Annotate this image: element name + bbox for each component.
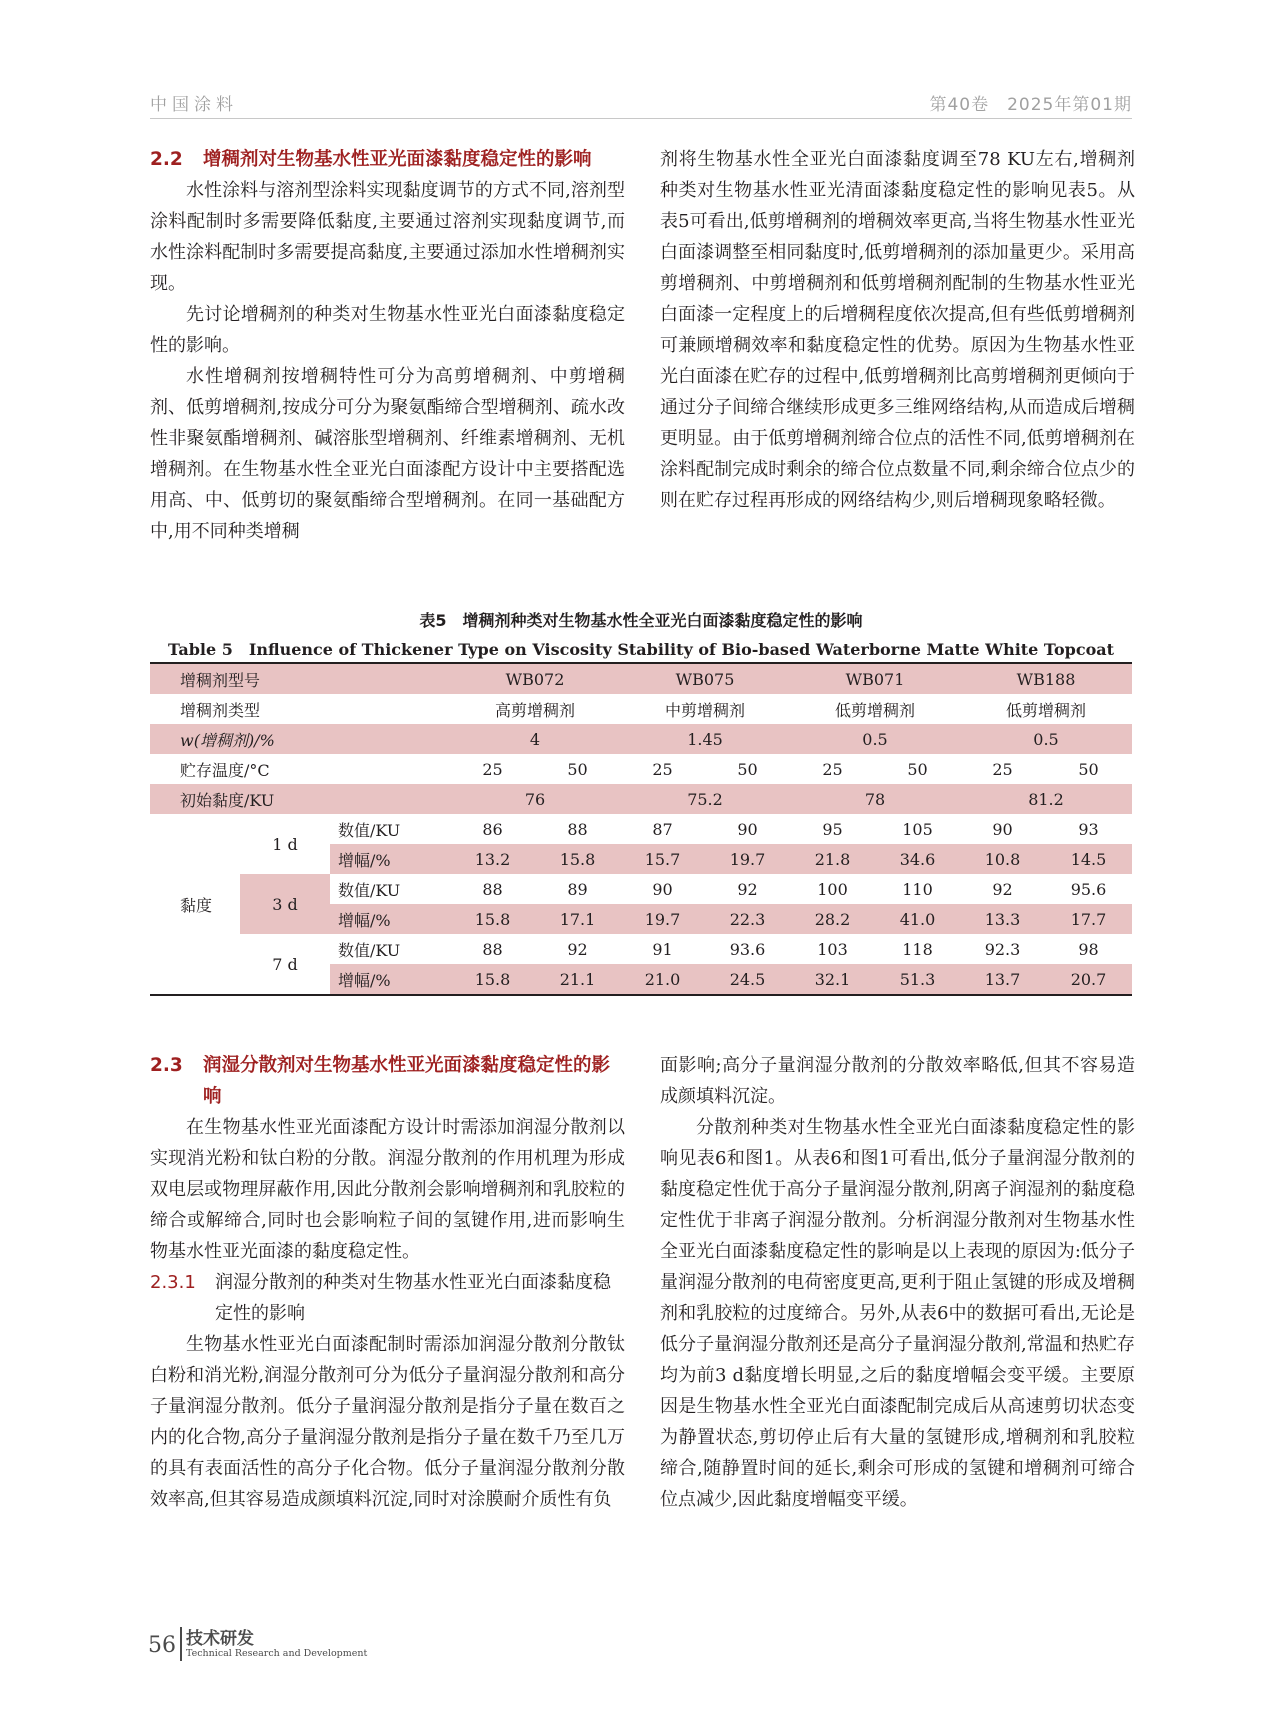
table-cell: 28.2 (790, 904, 875, 934)
table-cell: 81.2 (960, 784, 1132, 814)
table-cell: 15.8 (450, 904, 535, 934)
row-label: 增稠剂类型 (180, 700, 261, 720)
table-cell: 88 (482, 879, 503, 899)
table-cell: 92 (737, 879, 758, 899)
table-row (150, 663, 1132, 694)
section-title: 增稠剂对生物基水性亚光面漆黏度稳定性的影响 (203, 149, 592, 170)
table-cell: 22.3 (705, 904, 790, 934)
row-label: 数值/KU (338, 880, 401, 900)
table-5 (150, 662, 1132, 996)
row-label: 增稠剂型号 (150, 663, 450, 694)
paragraph: 剂将生物基水性全亚光白面漆黏度调至78 KU左右,增稠剂种类对生物基水性亚光清面漆黏度稳定性的影响见表5。从表5可看出,低剪增稠剂的增稠效率更高,当将生物基水性亚光白面漆调整至相同黏度时,低剪增稠剂的添加量更少。采用高剪增稠剂、中剪增稠剂和低剪增稠剂配制的生物基水性亚光白面漆一定程度上的后增稠程度依次提高,但有些低剪增稠剂可兼顾增稠效率和黏度稳定性的优势。原因为生物基水性亚光白面漆在贮存的过程中,低剪增稠剂比高剪增稠剂更倾向于通过分子间缔合继续形成更多三维网络结构,从而造成后增稠更明显。由于低剪增稠剂缔合位点的活性不同,低剪增稠剂在涂料配制完成时剩余的缔合位点数量不同,剩余缔合位点少的则在贮存过程再形成的网络结构少,则后增稠现象略轻微。 (660, 149, 1135, 511)
paragraph: 面影响;高分子量润湿分散剂的分散效率略低,但其不容易造成颜填料沉淀。 (660, 1055, 1135, 1107)
table-cell: 15.8 (450, 964, 535, 995)
page-number: 56 (148, 1633, 176, 1658)
table-cell: 17.1 (535, 904, 620, 934)
table-cell: 13.7 (960, 964, 1045, 995)
table-cell: 1.45 (620, 724, 790, 754)
table-cell: 88 (567, 819, 588, 839)
table-cell: 50 (1078, 759, 1099, 779)
row-label: 增幅/% (330, 964, 450, 995)
table-caption-en: Table 5 Influence of Thickener Type on Viscosity Stability of Bio-based Waterborne Matte White Topcoat (167, 640, 1115, 659)
table-row (150, 874, 1132, 904)
table-cell: 25 (992, 759, 1013, 779)
day-label: 1 d (272, 834, 298, 854)
footer-section-cn: 技术研发 (186, 1629, 254, 1649)
table-cell: 25 (482, 759, 503, 779)
table-cell: 76 (450, 784, 620, 814)
table-cell: 13.2 (450, 844, 535, 874)
table-cell: 21.0 (620, 964, 705, 995)
journal-name: 中国涂料 (150, 95, 238, 115)
table-cell: 92 (992, 879, 1013, 899)
table-cell: 110 (902, 879, 933, 899)
paragraph: 在生物基水性亚光面漆配方设计时需添加润湿分散剂以实现消光粉和钛白粉的分散。润湿分散剂的作用机理为形成双电层或物理屏蔽作用,因此分散剂会影响增稠剂和乳胶粒的缔合或解缔合,同时也会影响粒子间的氢键作用,进而影响生物基水性亚光面漆的黏度稳定性。 (150, 1117, 625, 1262)
table-cell: 91 (652, 939, 673, 959)
table-cell: 4 (450, 724, 620, 754)
section-number: 2.2 (150, 149, 183, 170)
table-cell: 98 (1078, 939, 1099, 959)
table-cell: 100 (817, 879, 848, 899)
table-cell: 高剪增稠剂 (494, 700, 575, 720)
row-label: 贮存温度/°C (180, 760, 270, 780)
table-cell: 低剪增稠剂 (1005, 700, 1086, 720)
table-row (150, 814, 1132, 844)
table-cell: 105 (902, 819, 933, 839)
footer-divider (180, 1627, 182, 1661)
row-label: 初始黏度/KU (150, 784, 450, 814)
table-cell: 103 (817, 939, 848, 959)
table-cell: 25 (822, 759, 843, 779)
table-cell: 10.8 (960, 844, 1045, 874)
table-cell: 14.5 (1045, 844, 1132, 874)
table-cell: 低剪增稠剂 (834, 700, 915, 720)
table-cell: 93.6 (729, 939, 766, 959)
table-cell: WB072 (450, 663, 620, 694)
sec22-left-column (150, 144, 625, 547)
table-cell: 95.6 (1070, 879, 1107, 899)
table-row (150, 784, 1132, 814)
row-label: 增幅/% (330, 844, 450, 874)
section-heading (150, 1050, 625, 1112)
section-heading (150, 144, 625, 175)
table-cell: 13.3 (960, 904, 1045, 934)
table-cell: 0.5 (960, 724, 1132, 754)
table-cell: 90 (737, 819, 758, 839)
table-cell: 中剪增稠剂 (664, 700, 745, 720)
table-caption-cn: 表5 增稠剂种类对生物基水性全亚光白面漆黏度稳定性的影响 (419, 611, 863, 630)
paragraph: 水性涂料与溶剂型涂料实现黏度调节的方式不同,溶剂型涂料配制时多需要降低黏度,主要通过溶剂实现黏度调节,而水性涂料配制时多需要提高黏度,主要通过添加水性增稠剂实现。 (150, 180, 625, 294)
table-cell: 19.7 (620, 904, 705, 934)
subsection-heading (150, 1267, 625, 1329)
table-cell: 21.8 (790, 844, 875, 874)
table-cell: 50 (567, 759, 588, 779)
table-row (150, 694, 1132, 724)
table-cell: 32.1 (790, 964, 875, 995)
section-number: 2.3 (150, 1055, 183, 1076)
issue-info: 第40卷 2025年第01期 (929, 95, 1132, 115)
section-title: 润湿分散剂对生物基水性亚光面漆黏度稳定性的影响 (203, 1055, 611, 1107)
table-cell: 50 (907, 759, 928, 779)
row-label: 增幅/% (330, 904, 450, 934)
subsection-title: 润湿分散剂的种类对生物基水性亚光白面漆黏度稳定性的影响 (215, 1272, 611, 1324)
table-cell: 75.2 (620, 784, 790, 814)
table-cell: 15.8 (535, 844, 620, 874)
table-cell: 95 (822, 819, 843, 839)
table-cell: 89 (567, 879, 588, 899)
row-label: 数值/KU (338, 820, 401, 840)
table-row (150, 934, 1132, 964)
table-cell: 118 (902, 939, 933, 959)
table-cell: 93 (1078, 819, 1099, 839)
sec23-left-column (150, 1050, 625, 1515)
table-cell: 24.5 (705, 964, 790, 995)
table-cell: 17.7 (1045, 904, 1132, 934)
paragraph: 先讨论增稠剂的种类对生物基水性亚光白面漆黏度稳定性的影响。 (150, 304, 625, 356)
table-cell: WB075 (620, 663, 790, 694)
table-cell: 51.3 (875, 964, 960, 995)
table-cell: WB071 (790, 663, 960, 694)
table-cell: 21.1 (535, 964, 620, 995)
table-cell: 0.5 (790, 724, 960, 754)
footer-section-en: Technical Research and Development (186, 1648, 368, 1659)
table-row (150, 724, 1132, 754)
table-cell: 34.6 (875, 844, 960, 874)
table-cell: 86 (482, 819, 503, 839)
table-cell: 90 (652, 879, 673, 899)
row-label: w(增稠剂)/% (150, 724, 450, 754)
table-cell: WB188 (960, 663, 1132, 694)
table-cell: 92 (567, 939, 588, 959)
table-cell: 90 (992, 819, 1013, 839)
table-cell: 87 (652, 819, 673, 839)
day-label: 7 d (272, 954, 298, 974)
table-cell: 92.3 (984, 939, 1021, 959)
table-cell: 19.7 (705, 844, 790, 874)
paragraph: 分散剂种类对生物基水性全亚光白面漆黏度稳定性的影响见表6和图1。从表6和图1可看出,低分子量润湿分散剂的黏度稳定性优于高分子量润湿分散剂,阴离子润湿剂的黏度稳定性优于非离子润湿分散剂。分析润湿分散剂对生物基水性全亚光白面漆黏度稳定性的影响是以上表现的原因为:低分子量润湿分散剂的电荷密度更高,更利于阻止氢键的形成及增稠剂和乳胶粒的过度缔合。另外,从表6中的数据可看出,无论是低分子量润湿分散剂还是高分子量润湿分散剂,常温和热贮存均为前3 d黏度增长明显,之后的黏度增幅会变平缓。主要原因是生物基水性全亚光白面漆配制完成后从高速剪切状态变为静置状态,剪切停止后有大量的氢键形成,增稠剂和乳胶粒缔合,随静置时间的延长,剩余可形成的氢键和增稠剂可缔合位点减少,因此黏度增幅变平缓。 (660, 1117, 1135, 1510)
table-cell: 41.0 (875, 904, 960, 934)
table-cell: 88 (482, 939, 503, 959)
table-cell: 50 (737, 759, 758, 779)
header-rule (150, 118, 1132, 119)
row-label: 数值/KU (338, 940, 401, 960)
table-cell: 15.7 (620, 844, 705, 874)
table-row (150, 754, 1132, 784)
paragraph: 水性增稠剂按增稠特性可分为高剪增稠剂、中剪增稠剂、低剪增稠剂,按成分可分为聚氨酯缔合型增稠剂、疏水改性非聚氨酯增稠剂、碱溶胀型增稠剂、纤维素增稠剂、无机增稠剂。在生物基水性全亚光白面漆配方设计中主要搭配选用高、中、低剪切的聚氨酯缔合型增稠剂。在同一基础配方中,用不同种类增稠 (150, 366, 625, 542)
table-cell: 78 (790, 784, 960, 814)
viscosity-group-label: 黏度 (180, 895, 213, 915)
sec22-right-column (660, 144, 1135, 516)
table-cell: 25 (652, 759, 673, 779)
paragraph: 生物基水性亚光白面漆配制时需添加润湿分散剂分散钛白粉和消光粉,润湿分散剂可分为低分子量润湿分散剂和高分子量润湿分散剂。低分子量润湿分散剂是指分子量在数百之内的化合物,高分子量润湿分散剂是指分子量在数千乃至几万的具有表面活性的高分子化合物。低分子量润湿分散剂分散效率高,但其容易造成颜填料沉淀,同时对涂膜耐介质性有负 (150, 1334, 625, 1510)
sec23-right-column (660, 1050, 1135, 1515)
table-cell: 20.7 (1045, 964, 1132, 995)
subsection-number: 2.3.1 (150, 1272, 196, 1293)
day-label: 3 d (240, 874, 330, 934)
